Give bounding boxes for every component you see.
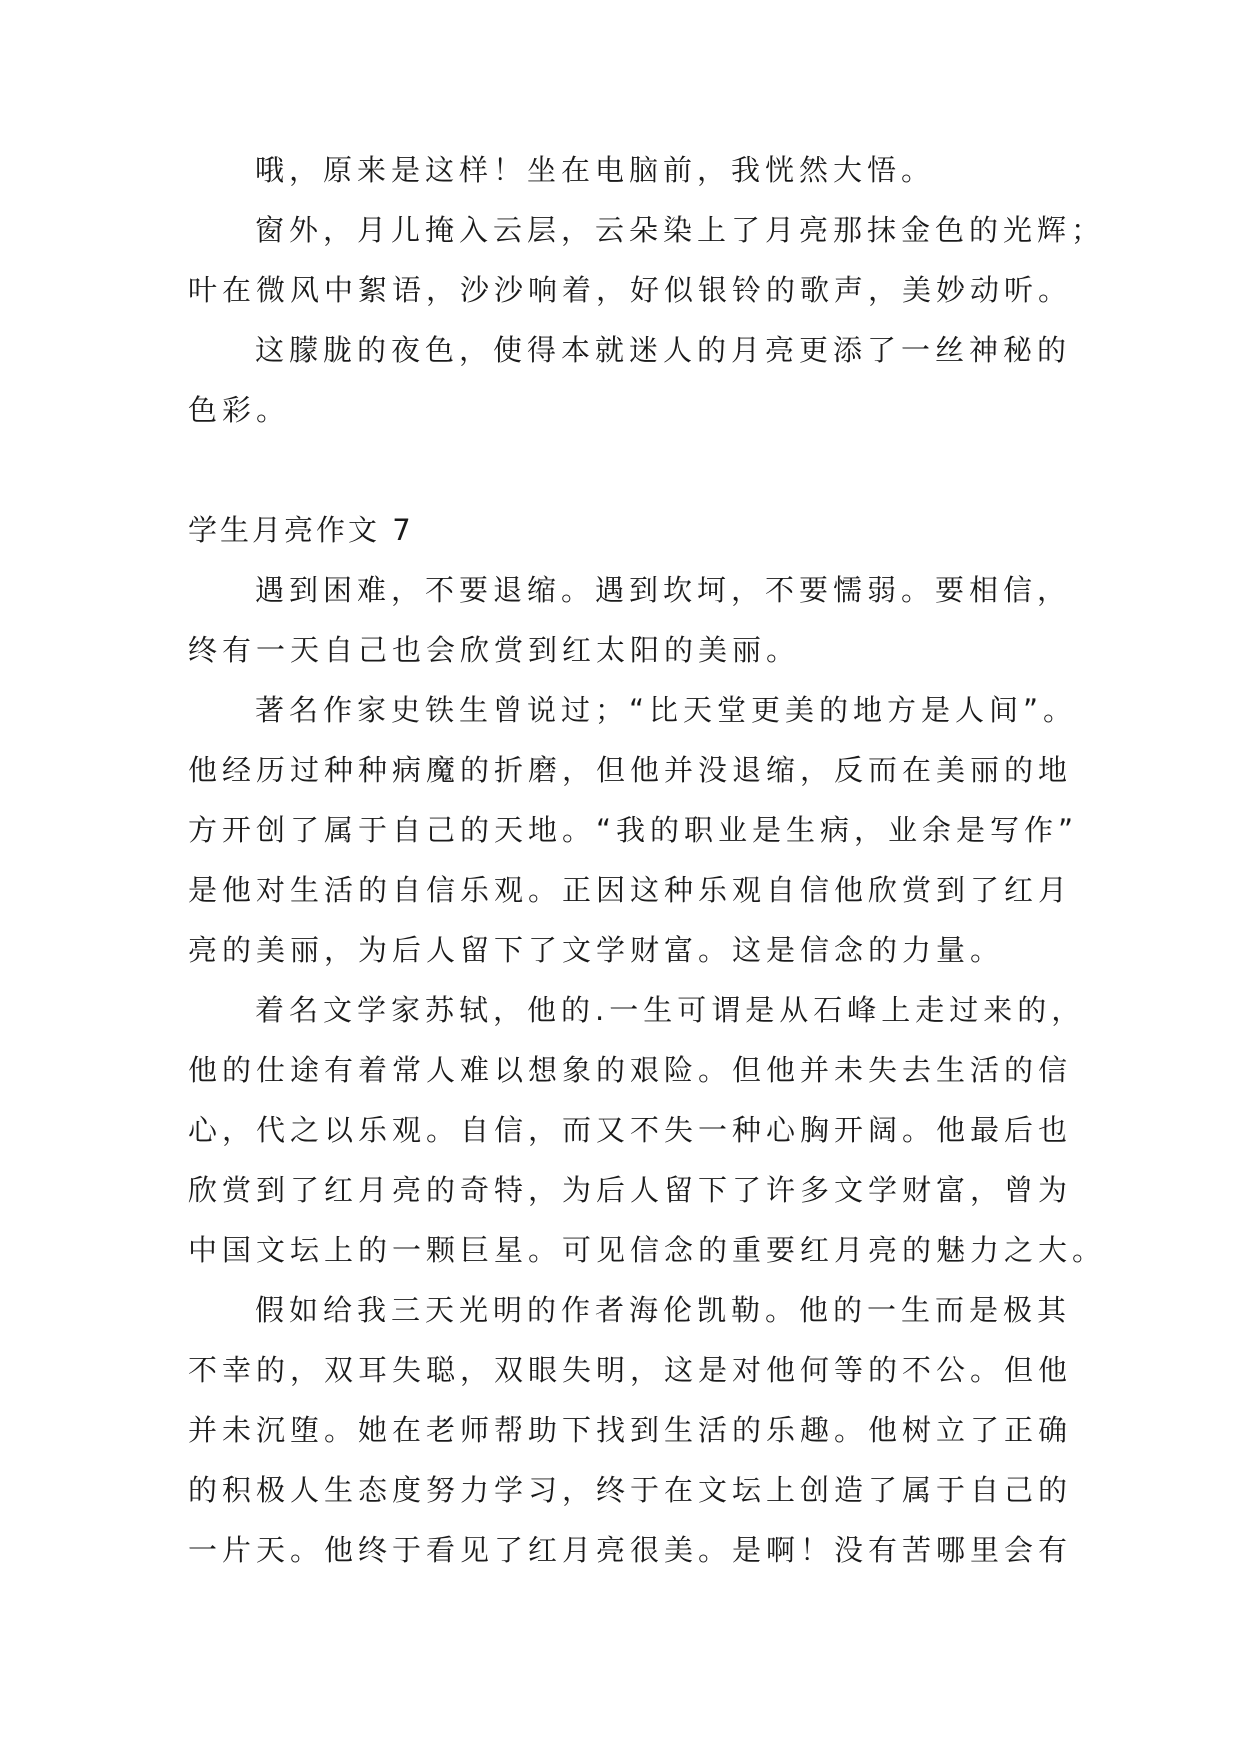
paragraph-line: 不幸的，双耳失聪，双眼失明，这是对他何等的不公。但他	[188, 1353, 1073, 1387]
paragraph-line: 着名文学家苏轼，他的.一生可谓是从石峰上走过来的，	[255, 993, 1086, 1027]
paragraph-line: 欣赏到了红月亮的奇特，为后人留下了许多文学财富，曾为	[188, 1173, 1073, 1207]
paragraph-line: 叶在微风中絮语，沙沙响着，好似银铃的歌声，美妙动听。	[188, 273, 1073, 307]
paragraph-line: 他的仕途有着常人难以想象的艰险。但他并未失去生活的信	[188, 1053, 1073, 1087]
paragraph-line: 方开创了属于自己的天地。“我的职业是生病，业余是写作”	[188, 813, 1079, 847]
section-heading: 学生月亮作文 7	[188, 513, 414, 547]
paragraph-line: 中国文坛上的一颗巨星。可见信念的重要红月亮的魅力之大。	[188, 1233, 1107, 1267]
paragraph-line: 一片天。他终于看见了红月亮很美。是啊！没有苦哪里会有	[188, 1533, 1073, 1567]
paragraph-line: 亮的美丽，为后人留下了文学财富。这是信念的力量。	[188, 933, 1005, 967]
paragraph-line: 这朦胧的夜色，使得本就迷人的月亮更添了一丝神秘的	[255, 333, 1072, 367]
paragraph-line: 著名作家史铁生曾说过；“比天堂更美的地方是人间”。	[255, 693, 1078, 727]
paragraph-line: 假如给我三天光明的作者海伦凯勒。他的一生而是极其	[255, 1293, 1072, 1327]
paragraph-line: 色彩。	[188, 393, 291, 427]
paragraph-line: 窗外，月儿掩入云层，云朵染上了月亮那抹金色的光辉；	[255, 213, 1106, 247]
paragraph-line: 遇到困难，不要退缩。遇到坎坷，不要懦弱。要相信，	[255, 573, 1072, 607]
paragraph-line: 心，代之以乐观。自信，而又不失一种心胸开阔。他最后也	[188, 1113, 1073, 1147]
paragraph-line: 哦，原来是这样！坐在电脑前，我恍然大悟。	[255, 153, 936, 187]
paragraph-line: 终有一天自己也会欣赏到红太阳的美丽。	[188, 633, 801, 667]
paragraph-line: 的积极人生态度努力学习，终于在文坛上创造了属于自己的	[188, 1473, 1073, 1507]
paragraph-line: 并未沉堕。她在老师帮助下找到生活的乐趣。他树立了正确	[188, 1413, 1073, 1447]
paragraph-line: 他经历过种种病魔的折磨，但他并没退缩，反而在美丽的地	[188, 753, 1073, 787]
paragraph-line: 是他对生活的自信乐观。正因这种乐观自信他欣赏到了红月	[188, 873, 1073, 907]
